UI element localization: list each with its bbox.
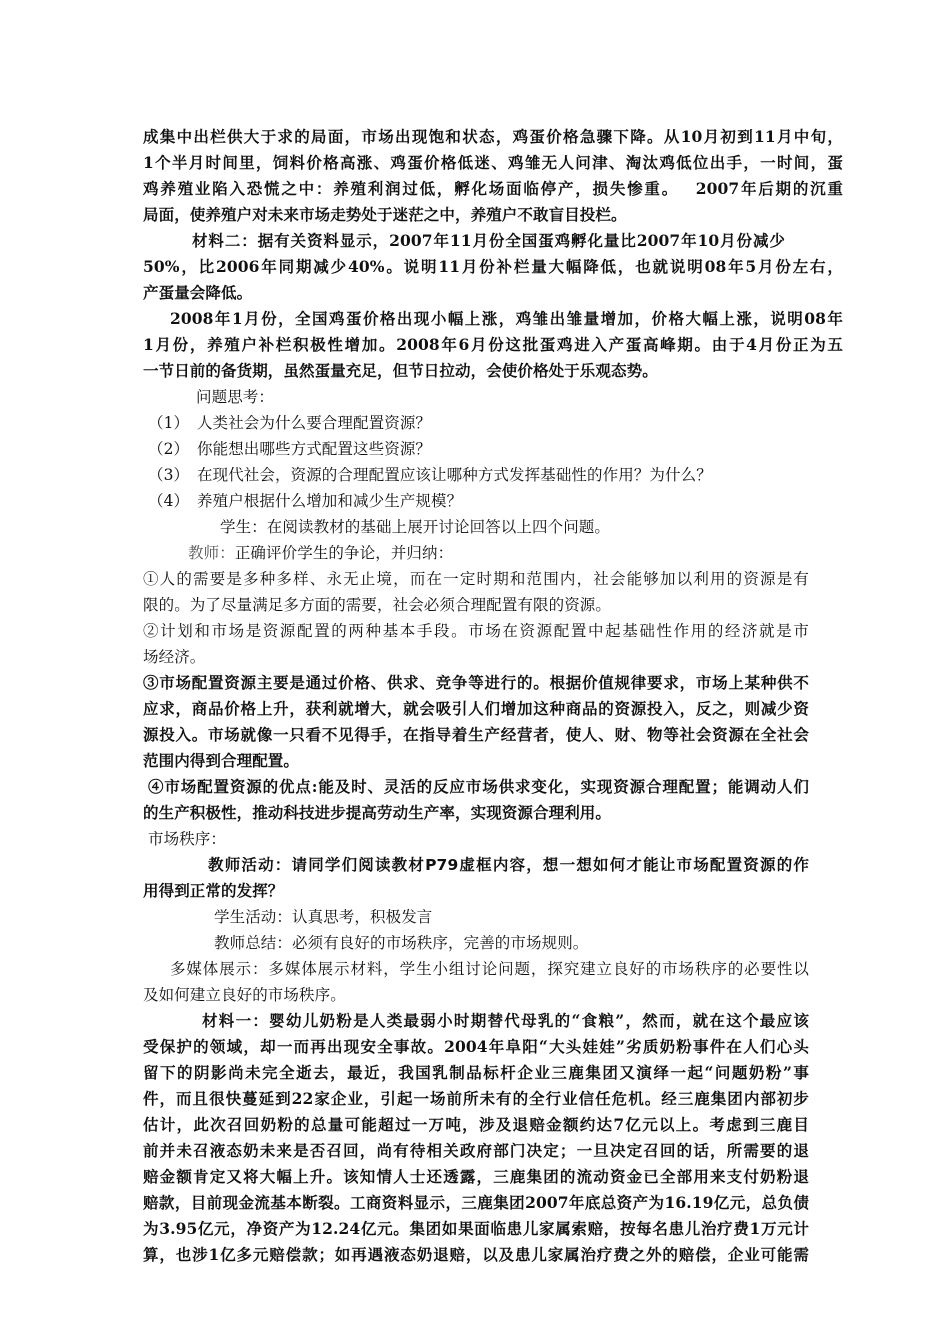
- text-line: 限的。为了尽量满足多方面的需要，社会必须合理配置有限的资源。: [143, 596, 612, 614]
- question-item: （4） 养殖户根据什么增加和减少生产规模？: [148, 492, 463, 510]
- text-line: ②计划和市场是资源配置的两种基本手段。市场在资源配置中起基础性作用的经济就是市: [143, 622, 809, 640]
- text-line: 赔金额肯定又将大幅上升。该知情人士还透露，三鹿集团的流动资金已全部用来支付奶粉退: [143, 1167, 809, 1186]
- question-item: （3） 在现代社会，资源的合理配置应该让哪种方式发挥基础性的作用？为什么？: [148, 466, 712, 484]
- text-line: 留下的阴影尚未完全逝去，最近，我国乳制品标杆企业三鹿集团又演绎一起“问题奶粉”事: [143, 1063, 809, 1082]
- text-line: ①人的需要是多种多样、永无止境，而在一定时期和范围内，社会能够加以利用的资源是有: [143, 570, 809, 588]
- text-line: 估计，此次召回奶粉的总量可能超过一万吨，涉及退赔金额约达7亿元以上。考虑到三鹿目: [143, 1115, 809, 1134]
- text-line: 一节日前的备货期，虽然蛋量充足，但节日拉动，会使价格处于乐观态势。: [143, 361, 658, 380]
- activity-rest: 虚框内容，想一想如何才能让市场配置资源的作: [458, 855, 809, 874]
- text-line: 教师总结：必须有良好的市场秩序，完善的市场规则。: [214, 934, 589, 952]
- text-line: 场经济。: [143, 648, 206, 666]
- text-line: 源投入。市场就像一只看不见得手，在指导着生产经营者，使人、财、物等社会资源在全社会: [143, 725, 809, 744]
- question-item: （1） 人类社会为什么要合理配置资源？: [148, 414, 432, 432]
- text-line: 受保护的领域，却一而再出现安全事故。2004年阜阳“大头娃娃”劣质奶粉事件在人们心头: [143, 1037, 809, 1056]
- question-item: （2） 你能想出哪些方式配置这些资源？: [148, 440, 432, 458]
- teacher-text: 正确评价学生的争论，并归纳：: [234, 544, 454, 562]
- text-line: 为3.95亿元，净资产为12.24亿元。集团如果面临患儿家属索赔，按每名患儿治疗费1万元计: [143, 1219, 809, 1238]
- text-line: 产蛋量会降低。: [143, 283, 253, 302]
- section-heading: 问题思考：: [196, 388, 275, 406]
- page-ref: P79: [425, 856, 459, 874]
- text-line: 及如何建立良好的市场秩序。: [143, 986, 346, 1004]
- text-line: 用得到正常的发挥？: [143, 881, 284, 900]
- text-line: 赔款，目前现金流基本断裂。工商资料显示，三鹿集团2007年底总资产为16.19亿元，总负债: [143, 1193, 809, 1212]
- text-line: 1月份，养殖户补栏积极性增加。2008年6月份这批蛋鸡进入产蛋高峰期。由于4月份正为五: [143, 335, 843, 354]
- text-line: 2008年1月份，全国鸡蛋价格出现小幅上涨，鸡雏出雏量增加，价格大幅上涨，说明08年: [170, 309, 843, 328]
- text-line: 应求，商品价格上升，获利就增大，就会吸引人们增加这种商品的资源投入，反之，则减少资: [143, 699, 809, 718]
- text-line: 50%，比2006年同期减少40%。说明11月份补栏量大幅降低，也就说明08年5月份左右，: [143, 257, 843, 276]
- text-line: 件，而且很快蔓延到22家企业，引起一场前所未有的全行业信任危机。经三鹿集团内部初步: [143, 1089, 809, 1108]
- text-line: ④市场配置资源的优点:能及时、灵活的反应市场供求变化，实现资源合理配置；能调动人们: [148, 777, 809, 796]
- text-line: 学生：在阅读教材的基础上展开讨论回答以上四个问题。: [220, 518, 611, 536]
- text-line: [208, 852, 809, 878]
- text-line: [188, 540, 950, 566]
- text-line: 1个半月时间里，饲料价格高涨、鸡蛋价格低迷、鸡雏无人问津、淘汰鸡低位出手，一时间，蛋: [143, 153, 843, 172]
- text-line: 材料一：婴幼儿奶粉是人类最弱小时期替代母乳的“食粮”，然而，就在这个最应该: [202, 1011, 809, 1030]
- text-line: 算，也涉1亿多元赔偿款；如再遇液态奶退赔，以及患儿家属治疗费之外的赔偿，企业可能需: [143, 1245, 809, 1264]
- text-line: 范围内得到合理配置。: [143, 751, 300, 770]
- teacher-label: 教师：: [188, 544, 235, 562]
- text-line: 多媒体展示：多媒体展示材料，学生小组讨论问题，探究建立良好的市场秩序的必要性以: [170, 960, 809, 978]
- text-line: 成集中出栏供大于求的局面，市场出现饱和状态，鸡蛋价格急骤下降。从10月初到11月中旬，: [143, 127, 843, 146]
- activity-prefix: 教师活动：请同学们阅读教材: [208, 855, 426, 874]
- text-line: 的生产积极性，推动科技进步提高劳动生产率，实现资源合理利用。: [143, 803, 612, 822]
- text-line: 学生活动：认真思考，积极发言: [214, 908, 433, 926]
- text-line: ③市场配置资源主要是通过价格、供求、竞争等进行的。根据价值规律要求，市场上某种供不: [143, 673, 809, 692]
- section-heading: 市场秩序：: [148, 830, 227, 848]
- text-line: 鸡养殖业陷入恐慌之中：养殖利润过低，孵化场面临停产，损失惨重。 2007年后期的沉重: [143, 179, 843, 198]
- text-line: 局面，使养殖户对未来市场走势处于迷茫之中，养殖户不敢盲目投栏。: [143, 205, 627, 224]
- text-line: 前并未召液态奶未来是否召回，尚有待相关政府部门决定；一旦决定召回的话，所需要的退: [143, 1141, 809, 1160]
- text-line: 材料二：据有关资料显示，2007年11月份全国蛋鸡孵化量比2007年10月份减少: [192, 231, 785, 250]
